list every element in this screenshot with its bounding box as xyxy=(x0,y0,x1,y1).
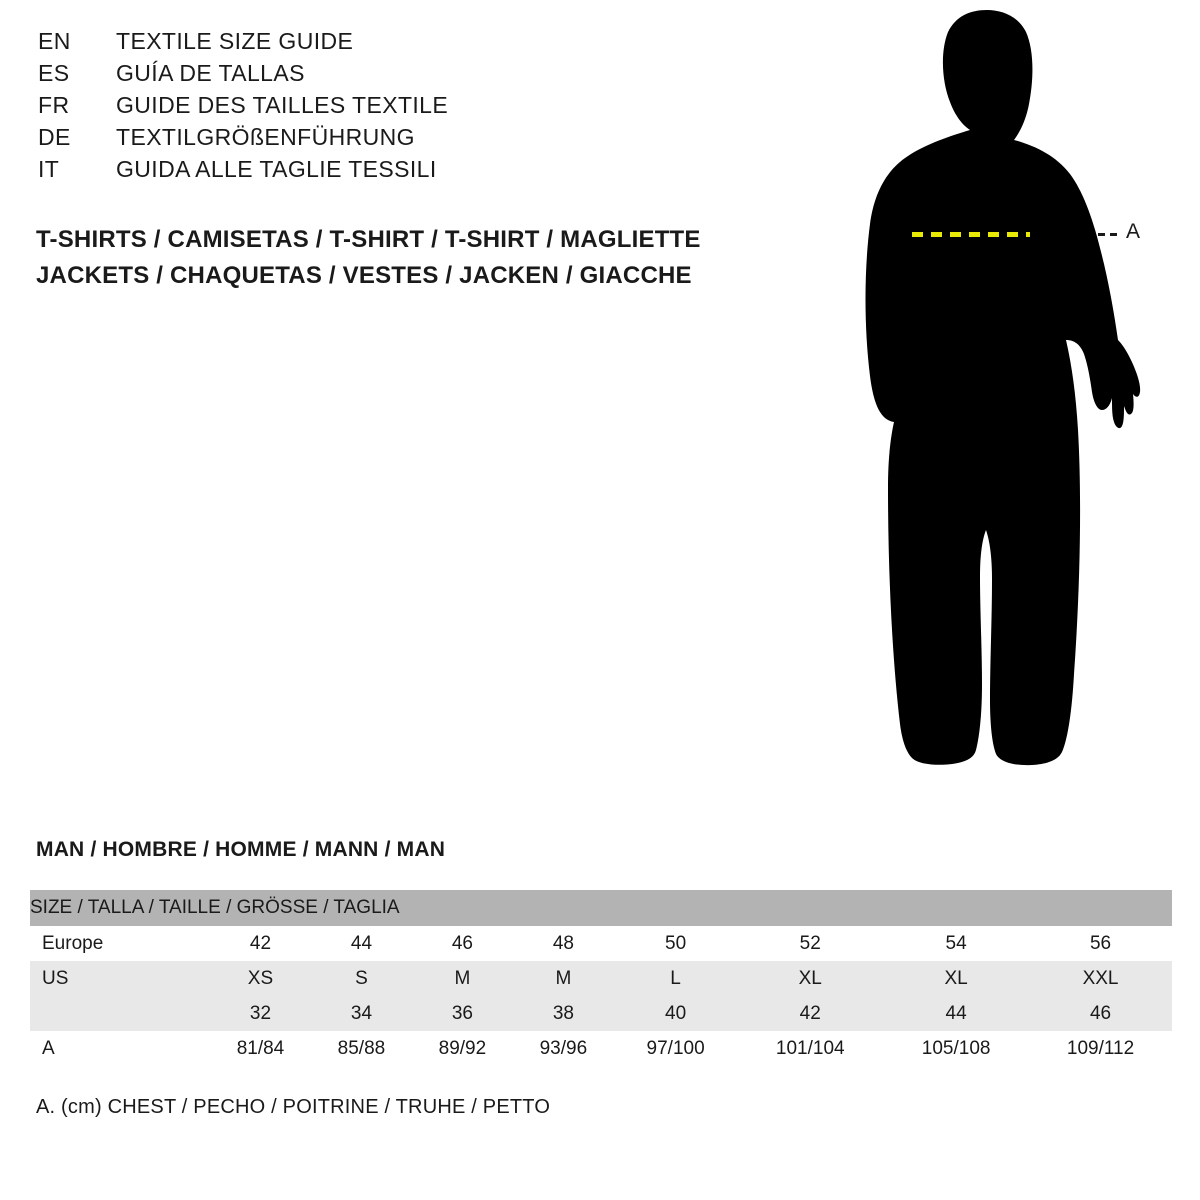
table-cell: 48 xyxy=(513,926,614,961)
table-cell: 101/104 xyxy=(737,1031,883,1066)
language-code: ES xyxy=(38,60,70,86)
table-cell: XL xyxy=(883,961,1029,996)
table-cell: XS xyxy=(210,961,311,996)
language-text: GUIDE DES TAILLES TEXTILE xyxy=(116,92,449,118)
category-tshirts: T-SHIRTS / CAMISETAS / T-SHIRT / T-SHIRT / MAGLIETTE xyxy=(36,226,701,253)
chest-measure-line xyxy=(912,232,1030,237)
language-row xyxy=(38,92,758,124)
language-text: TEXTILGRÖßENFÜHRUNG xyxy=(116,124,415,150)
table-cell: 56 xyxy=(1029,926,1172,961)
table-cell: 34 xyxy=(311,996,412,1031)
table-cell: 36 xyxy=(412,996,513,1031)
language-row xyxy=(38,60,758,92)
table-cell: 46 xyxy=(1029,996,1172,1031)
language-code: DE xyxy=(38,124,71,150)
language-row xyxy=(38,124,758,156)
table-cell: M xyxy=(412,961,513,996)
table-cell: 32 xyxy=(210,996,311,1031)
body-silhouette-figure xyxy=(830,10,1170,800)
table-cell: XXL xyxy=(1029,961,1172,996)
table-cell: 54 xyxy=(883,926,1029,961)
size-table xyxy=(30,890,1172,1066)
table-cell: 85/88 xyxy=(311,1031,412,1066)
table-cell: 46 xyxy=(412,926,513,961)
table-cell: 89/92 xyxy=(412,1031,513,1066)
table-row xyxy=(30,961,1172,996)
table-cell: M xyxy=(513,961,614,996)
table-title: MAN / HOMBRE / HOMME / MANN / MAN xyxy=(36,838,446,861)
row-label: A xyxy=(30,1031,210,1066)
language-list xyxy=(38,28,758,188)
table-cell: 40 xyxy=(614,996,737,1031)
row-label: Europe xyxy=(30,926,210,961)
table-cell: 44 xyxy=(883,996,1029,1031)
table-cell: 52 xyxy=(737,926,883,961)
category-list xyxy=(36,222,701,294)
language-code: EN xyxy=(38,28,71,54)
table-cell: 81/84 xyxy=(210,1031,311,1066)
language-text: GUIDA ALLE TAGLIE TESSILI xyxy=(116,156,437,182)
table-cell: 97/100 xyxy=(614,1031,737,1066)
table-cell: 38 xyxy=(513,996,614,1031)
table-cell: 109/112 xyxy=(1029,1031,1172,1066)
category-jackets: JACKETS / CHAQUETAS / VESTES / JACKEN / GIACCHE xyxy=(36,262,692,289)
table-cell: L xyxy=(614,961,737,996)
table-cell: XL xyxy=(737,961,883,996)
language-text: TEXTILE SIZE GUIDE xyxy=(116,28,354,54)
table-cell: 105/108 xyxy=(883,1031,1029,1066)
table-header-row xyxy=(30,890,1172,926)
table-cell: 50 xyxy=(614,926,737,961)
language-code: FR xyxy=(38,92,70,118)
table-row xyxy=(30,996,1172,1031)
language-text: GUÍA DE TALLAS xyxy=(116,60,305,86)
measure-label-a: A xyxy=(1126,220,1141,243)
table-cell: S xyxy=(311,961,412,996)
table-cell: 42 xyxy=(210,926,311,961)
leader-dash-line xyxy=(1098,233,1120,236)
footnote: A. (cm) CHEST / PECHO / POITRINE / TRUHE / PETTO xyxy=(36,1096,551,1118)
table-cell: 93/96 xyxy=(513,1031,614,1066)
language-code: IT xyxy=(38,156,60,182)
table-cell: 44 xyxy=(311,926,412,961)
language-row xyxy=(38,156,758,188)
language-row xyxy=(38,28,758,60)
table-row xyxy=(30,926,1172,961)
row-label xyxy=(30,996,210,1031)
row-label: US xyxy=(30,961,210,996)
table-row xyxy=(30,1031,1172,1066)
table-cell: 42 xyxy=(737,996,883,1031)
table-header-label: SIZE / TALLA / TAILLE / GRÖSSE / TAGLIA xyxy=(30,890,1172,926)
